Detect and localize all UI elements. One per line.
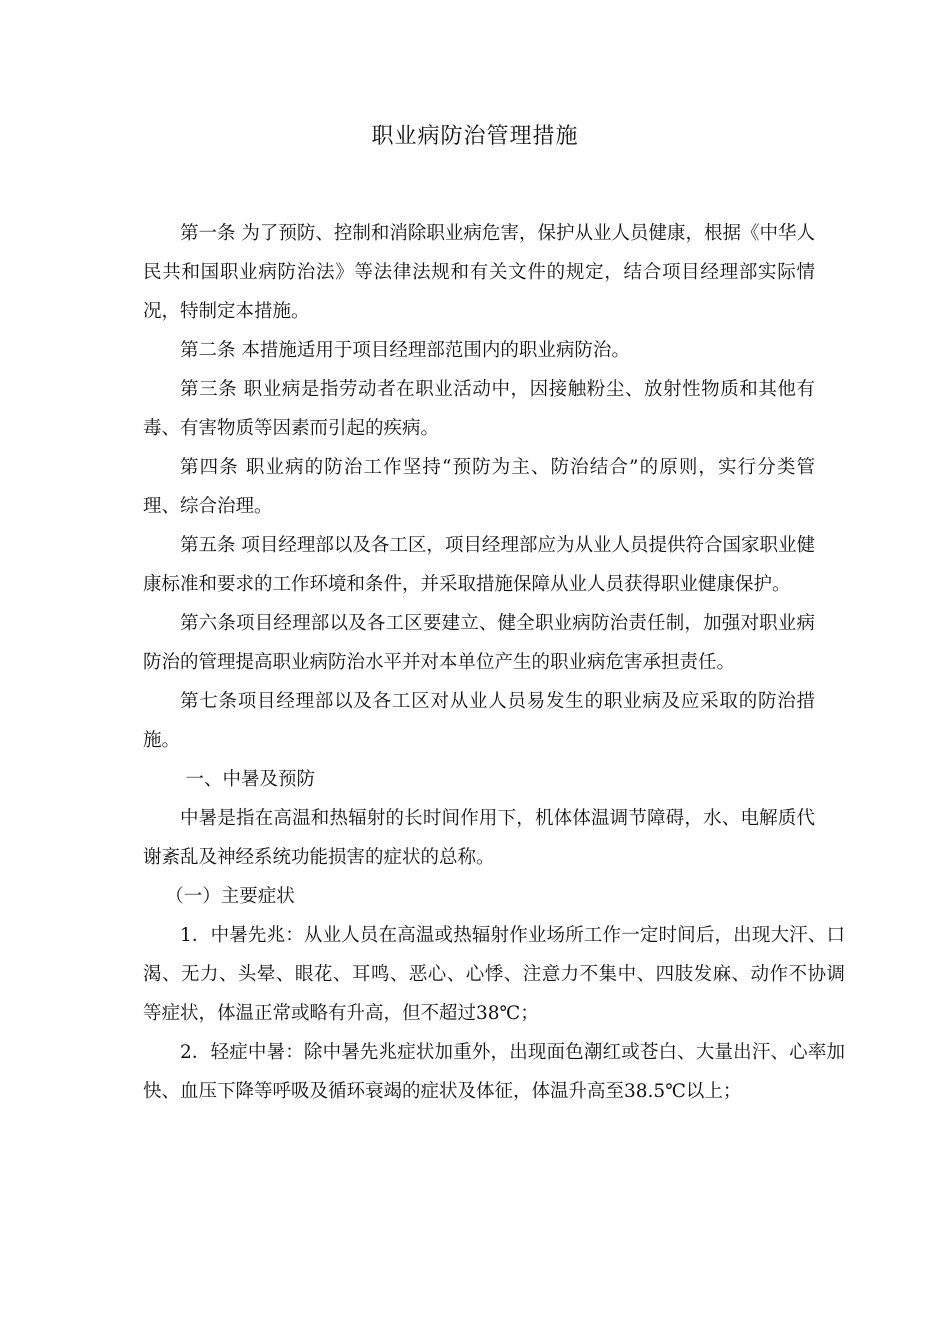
subsection-heading: （一）主要症状	[165, 886, 295, 907]
article-7: 第七条项目经理部以及各工区对从业人员易发生的职业病及应采取的防治措施。	[143, 691, 815, 751]
article-5: 第五条 项目经理部以及各工区，项目经理部应为从业人员提供符合国家职业健康标准和要求的工作环境和条件，并采取措施保障从业人员获得职业健康保护。	[143, 535, 815, 595]
section-heading: 一、中暑及预防	[185, 769, 316, 790]
symptom-item: 2．轻症中暑：除中暑先兆症状加重外，出现面色潮红或苍白、大量出汗、心率加快、血压下降等呼吸及循环衰竭的症状及体征，体温升高至38.5℃以上；	[143, 1042, 845, 1102]
article-6: 第六条项目经理部以及各工区要建立、健全职业病防治责任制，加强对职业病防治的管理提高职业病防治水平并对本单位产生的职业病危害承担责任。	[143, 613, 815, 673]
article-4: 第四条 职业病的防治工作坚持“预防为主、防治结合”的原则，实行分类管理、综合治理。	[143, 457, 815, 517]
article-3: 第三条 职业病是指劳动者在职业活动中，因接触粉尘、放射性物质和其他有毒、有害物质等因素而引起的疾病。	[143, 379, 815, 439]
article-2: 第二条 本措施适用于项目经理部范围内的职业病防治。	[180, 340, 630, 361]
article-1: 第一条 为了预防、控制和消除职业病危害，保护从业人员健康，根据《中华人民共和国职业病防治法》等法律法规和有关文件的规定，结合项目经理部实际情况，特制定本措施。	[143, 223, 815, 322]
document-title: 职业病防治管理措施	[371, 124, 579, 149]
section-intro: 中暑是指在高温和热辐射的长时间作用下，机体体温调节障碍，水、电解质代谢紊乱及神经系统功能损害的症状的总称。	[143, 808, 815, 868]
document-body	[143, 214, 845, 1111]
symptom-item: 1．中暑先兆：从业人员在高温或热辐射作业场所工作一定时间后，出现大汗、口渴、无力、头晕、眼花、耳鸣、恶心、心悸、注意力不集中、四肢发麻、动作不协调等症状，体温正常或略有升高，但不超过38℃；	[143, 925, 845, 1024]
